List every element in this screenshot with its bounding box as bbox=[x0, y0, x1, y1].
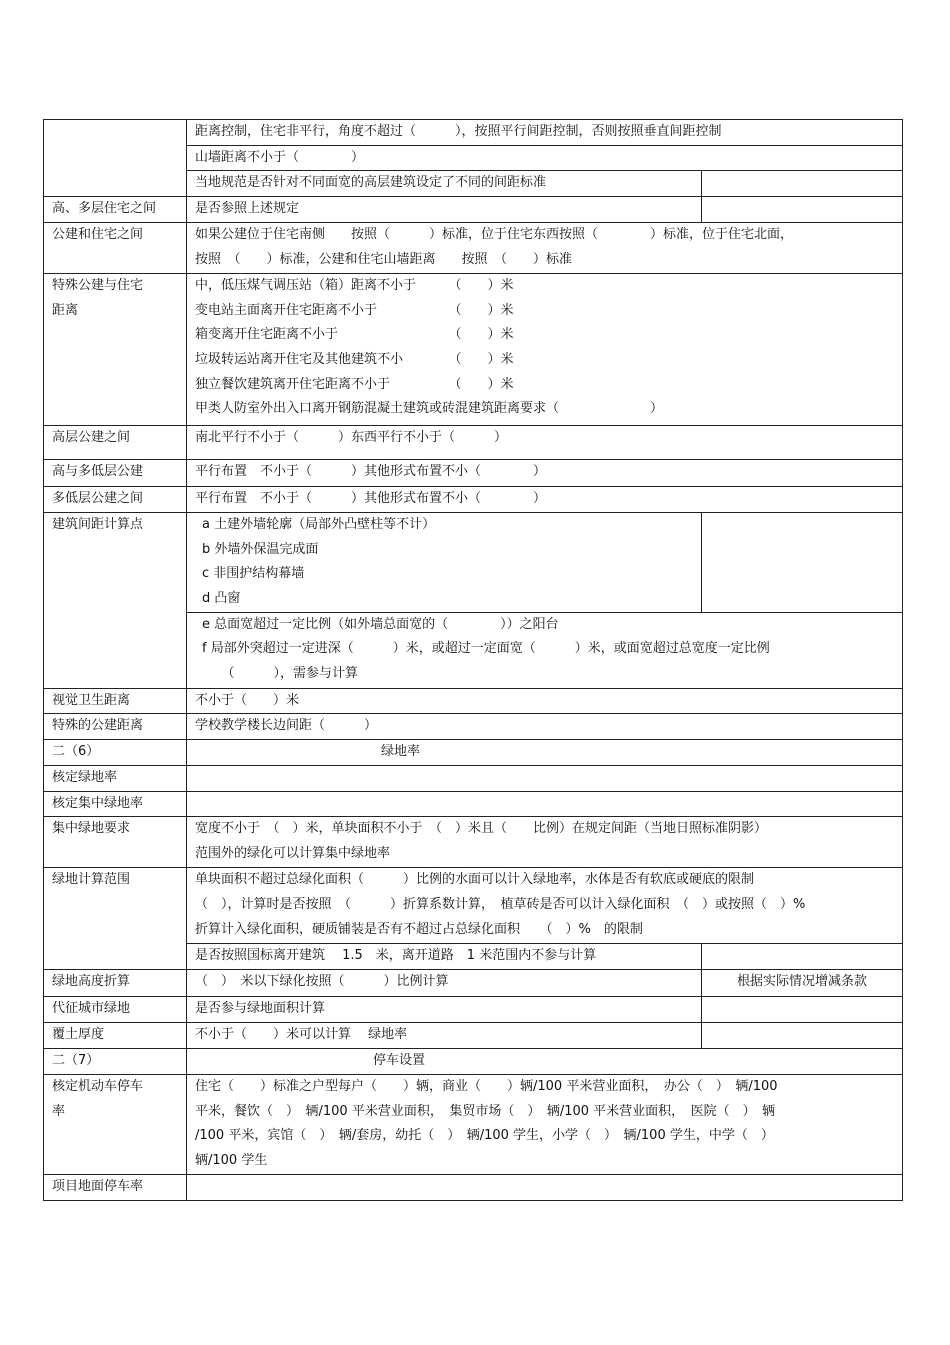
row-line: 垃圾转运站离开住宅及其他建筑不小 （ ）米 bbox=[195, 351, 514, 367]
table-row bbox=[44, 766, 903, 792]
row-label: 核定集中绿地率 bbox=[52, 795, 144, 811]
row-line: （ ），需参与计算 bbox=[202, 666, 359, 682]
table-row bbox=[44, 817, 903, 868]
row-label: 覆土厚度 bbox=[52, 1027, 105, 1043]
section-row bbox=[44, 1049, 903, 1075]
row-line: d 凸窗 bbox=[202, 590, 241, 606]
row-line: c 非围护结构幕墙 bbox=[202, 566, 305, 582]
row-label: 核定绿地率 bbox=[52, 770, 118, 786]
row-line: e 总面宽超过一定比例（如外墙总面宽的（ ））之阳台 bbox=[202, 616, 559, 632]
row-label: 公建和住宅之间 bbox=[52, 227, 144, 243]
row-label: 核定机动车停车 bbox=[52, 1078, 144, 1094]
table-row bbox=[44, 1074, 903, 1174]
row-label: 项目地面停车率 bbox=[52, 1178, 144, 1194]
regulation-table bbox=[43, 119, 903, 1201]
row-line: 中，低压煤气调压站（箱）距离不小于 （ ）米 bbox=[195, 277, 514, 293]
table-row bbox=[44, 197, 903, 223]
row-text: 距离控制，住宅非平行，角度不超过（ ），按照平行间距控制，否则按照垂直间距控制 bbox=[195, 124, 722, 139]
row-line: 按照 （ ）标准，公建和住宅山墙距离 按照 （ ）标准 bbox=[195, 252, 573, 268]
answer-cell bbox=[702, 171, 903, 197]
row-line: 住宅（ ）标准之户型每户（ ）辆，商业（ ）辆/100 平米营业面积， 办公（ ） 辆/100 bbox=[195, 1078, 778, 1094]
table-row bbox=[44, 223, 903, 273]
row-line: /100 平米，宾馆（ ） 辆/套房，幼托（ ） 辆/100 学生，小学（ ） 辆/100 学生，中学（ ） bbox=[195, 1128, 774, 1144]
table-row bbox=[44, 512, 903, 612]
table-row bbox=[44, 997, 903, 1023]
row-label: 代征城市绿地 bbox=[52, 1001, 131, 1017]
row-text: 是否参照上述规定 bbox=[195, 201, 300, 217]
row-label bbox=[44, 120, 187, 197]
row-label: 视觉卫生距离 bbox=[52, 692, 131, 708]
section-row bbox=[44, 740, 903, 766]
note-text: 根据实际情况增减条款 bbox=[737, 974, 868, 990]
row-text: 是否按照国标离开建筑 1.5 米，离开道路 1 米范围内不参与计算 bbox=[195, 948, 597, 964]
answer-cell bbox=[702, 512, 903, 612]
section-title: 绿地率 bbox=[381, 744, 421, 760]
answer-cell bbox=[702, 1023, 903, 1049]
row-label: 特殊的公建距离 bbox=[52, 718, 144, 734]
table-row bbox=[44, 273, 903, 425]
row-line: （ ），计算时是否按照 （ ）折算系数计算， 植草砖是否可以计入绿化面积 （ ）或按照（ ）% bbox=[195, 897, 806, 913]
row-text: 南北平行不小于（ ）东西平行不小于（ ） bbox=[195, 429, 508, 445]
table-row bbox=[44, 970, 903, 997]
answer-cell bbox=[187, 1174, 903, 1200]
table-row bbox=[44, 1174, 903, 1200]
row-label: 高与多低层公建 bbox=[52, 463, 144, 479]
row-line: 折算计入绿化面积，硬质铺装是否有不超过占总绿化面积 （ ）% 的限制 bbox=[195, 921, 643, 937]
section-title: 停车设置 bbox=[373, 1053, 426, 1069]
row-line: 箱变离开住宅距离不小于 （ ）米 bbox=[195, 327, 514, 343]
row-label: 高、多层住宅之间 bbox=[52, 201, 157, 217]
row-text: 是否参与绿地面积计算 bbox=[195, 1001, 326, 1017]
row-line: 辆/100 学生 bbox=[195, 1152, 268, 1168]
answer-cell bbox=[187, 791, 903, 817]
row-line: 变电站主面离开住宅距离不小于 （ ）米 bbox=[195, 302, 514, 318]
row-label: 距离 bbox=[52, 302, 79, 318]
table-row bbox=[44, 486, 903, 512]
table-row bbox=[44, 714, 903, 740]
table-row bbox=[44, 120, 903, 146]
row-label: 绿地高度折算 bbox=[52, 974, 131, 990]
table-row bbox=[44, 459, 903, 486]
row-text: 不小于（ ）米 bbox=[195, 692, 300, 708]
answer-cell bbox=[702, 997, 903, 1023]
table-row bbox=[44, 791, 903, 817]
table-row bbox=[44, 1023, 903, 1049]
row-label: 率 bbox=[52, 1103, 66, 1119]
row-text: 学校教学楼长边间距（ ） bbox=[195, 718, 378, 734]
answer-cell bbox=[702, 197, 903, 223]
row-text: 山墙距离不小于（ ） bbox=[195, 149, 365, 165]
row-line: 如果公建位于住宅南侧 按照（ ）标准，位于住宅东西按照（ ）标准，位于住宅北面， bbox=[195, 227, 794, 243]
answer-cell bbox=[187, 766, 903, 792]
table-row bbox=[44, 868, 903, 944]
row-line: 宽度不小于 （ ）米，单块面积不小于 （ ）米且（ 比例）在规定间距（当地日照标准阴影） bbox=[195, 821, 768, 837]
row-label: 多低层公建之间 bbox=[52, 490, 144, 506]
row-text: 平行布置 不小于（ ）其他形式布置不小（ ） bbox=[195, 463, 547, 479]
row-line: 平米，餐饮（ ） 辆/100 平米营业面积， 集贸市场（ ） 辆/100 平米营业面积， 医院（ ） 辆 bbox=[195, 1103, 776, 1119]
section-number: 二（7） bbox=[52, 1053, 100, 1069]
row-line: 甲类人防室外出入口离开钢筋混凝土建筑或砖混建筑距离要求（ ） bbox=[195, 401, 664, 417]
row-label: 集中绿地要求 bbox=[52, 821, 131, 837]
answer-cell bbox=[702, 944, 903, 970]
table-row bbox=[44, 425, 903, 459]
row-label: 特殊公建与住宅 bbox=[52, 277, 144, 293]
row-line: f 局部外突超过一定进深（ ）米，或超过一定面宽（ ）米，或面宽超过总宽度一定比例 bbox=[202, 641, 770, 657]
row-line: a 土建外墙轮廓（局部外凸壁柱等不计） bbox=[202, 516, 436, 532]
row-line: 范围外的绿化可以计算集中绿地率 bbox=[195, 846, 391, 862]
row-label: 建筑间距计算点 bbox=[52, 516, 144, 532]
row-text: 不小于（ ）米可以计算 绿地率 bbox=[195, 1027, 408, 1043]
row-label: 高层公建之间 bbox=[52, 429, 131, 445]
table-row bbox=[44, 688, 903, 714]
section-number: 二（6） bbox=[52, 744, 100, 760]
row-text: （ ） 米以下绿化按照（ ）比例计算 bbox=[195, 974, 449, 990]
row-line: b 外墙外保温完成面 bbox=[202, 541, 319, 557]
row-line: 独立餐饮建筑离开住宅距离不小于 （ ）米 bbox=[195, 376, 514, 392]
row-text: 当地规范是否针对不同面宽的高层建筑设定了不同的间距标准 bbox=[195, 175, 547, 191]
row-line: 单块面积不超过总绿化面积（ ）比例的水面可以计入绿地率，水体是否有软底或硬底的限制 bbox=[195, 872, 755, 888]
row-text: 平行布置 不小于（ ）其他形式布置不小（ ） bbox=[195, 490, 547, 506]
row-label: 绿地计算范围 bbox=[52, 872, 131, 888]
